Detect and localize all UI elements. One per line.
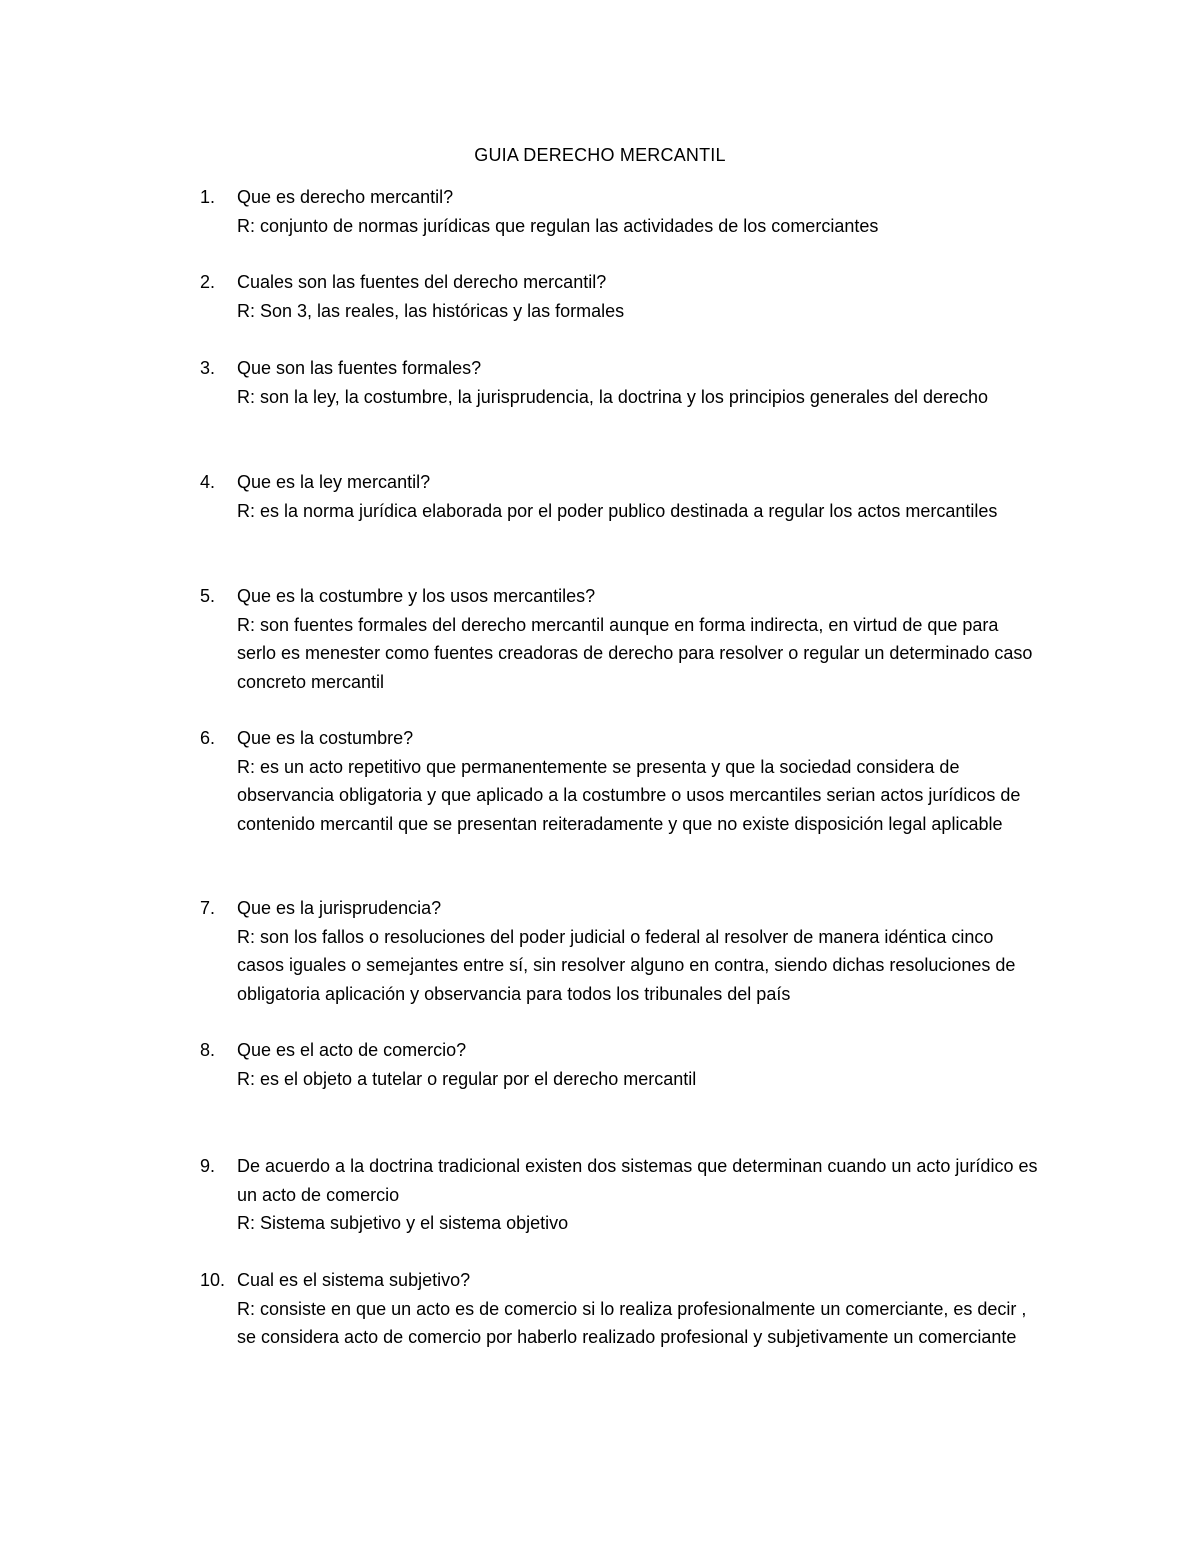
item-question: Que es la costumbre y los usos mercantiles? [237, 586, 596, 606]
item-question: Cuales son las fuentes del derecho mercantil? [237, 272, 607, 292]
item-question: Que es la ley mercantil? [237, 472, 431, 492]
document-title: GUIA DERECHO MERCANTIL [474, 145, 726, 165]
list-item [200, 354, 1040, 411]
item-number: 7. [200, 898, 216, 918]
list-item [200, 724, 1040, 838]
list-item [200, 1266, 1040, 1352]
item-answer: R: es el objeto a tutelar o regular por el derecho mercantil [237, 1068, 697, 1089]
item-number: 8. [200, 1040, 216, 1060]
item-question: Que es derecho mercantil? [237, 187, 454, 207]
item-number: 4. [200, 472, 216, 492]
item-question: Cual es el sistema subjetivo? [237, 1270, 471, 1290]
list-item [200, 894, 1040, 1008]
item-answer: R: consiste en que un acto es de comercio si lo realiza profesionalmente un comerciante, es decir , se considera acto de comercio por haberlo realizado profesional y subjetivamente un comerciante [237, 1298, 1027, 1348]
list-item [200, 183, 1040, 240]
item-answer: R: son la ley, la costumbre, la jurisprudencia, la doctrina y los principios generales del derecho [237, 386, 989, 407]
item-answer: R: Sistema subjetivo y el sistema objetivo [237, 1213, 569, 1234]
item-question: Que son las fuentes formales? [237, 358, 482, 378]
item-answer: R: es un acto repetitivo que permanentemente se presenta y que la sociedad considera de observancia obligatoria y que aplicado a la costumbre o usos mercantiles serian actos jurídicos de contenido mercantil que se presentan reiteradamente y que no existe disposición legal aplicable [237, 756, 1021, 834]
item-number: 6. [200, 728, 216, 748]
item-answer: R: son fuentes formales del derecho mercantil aunque en forma indirecta, en virtud de que para serlo es menester como fuentes creadoras de derecho para resolver o regular un determinado caso concreto mercantil [237, 614, 1033, 692]
list-item [200, 1036, 1040, 1093]
item-number: 2. [200, 272, 216, 292]
item-question: Que es la costumbre? [237, 728, 414, 748]
list-item [200, 468, 1040, 525]
item-number: 5. [200, 586, 216, 606]
item-answer: R: conjunto de normas jurídicas que regulan las actividades de los comerciantes [237, 215, 879, 236]
list-item [200, 268, 1040, 325]
item-answer: R: Son 3, las reales, las históricas y las formales [237, 300, 625, 321]
item-question: Que es la jurisprudencia? [237, 898, 442, 918]
item-number: 9. [200, 1156, 216, 1176]
list-item [200, 582, 1040, 696]
list-item [200, 1152, 1040, 1238]
item-answer: R: son los fallos o resoluciones del poder judicial o federal al resolver de manera idéntica cinco casos iguales o semejantes entre sí, sin resolver alguno en contra, siendo dichas resoluciones de obligatoria aplicación y observancia para todos los tribunales del país [237, 926, 1016, 1004]
item-question: De acuerdo a la doctrina tradicional existen dos sistemas que determinan cuando un acto jurídico es un acto de comercio [237, 1156, 1038, 1205]
item-number: 10. [200, 1270, 226, 1290]
item-number: 3. [200, 358, 216, 378]
item-answer: R: es la norma jurídica elaborada por el poder publico destinada a regular los actos mercantiles [237, 500, 998, 521]
item-number: 1. [200, 187, 216, 207]
item-question: Que es el acto de comercio? [237, 1040, 467, 1060]
